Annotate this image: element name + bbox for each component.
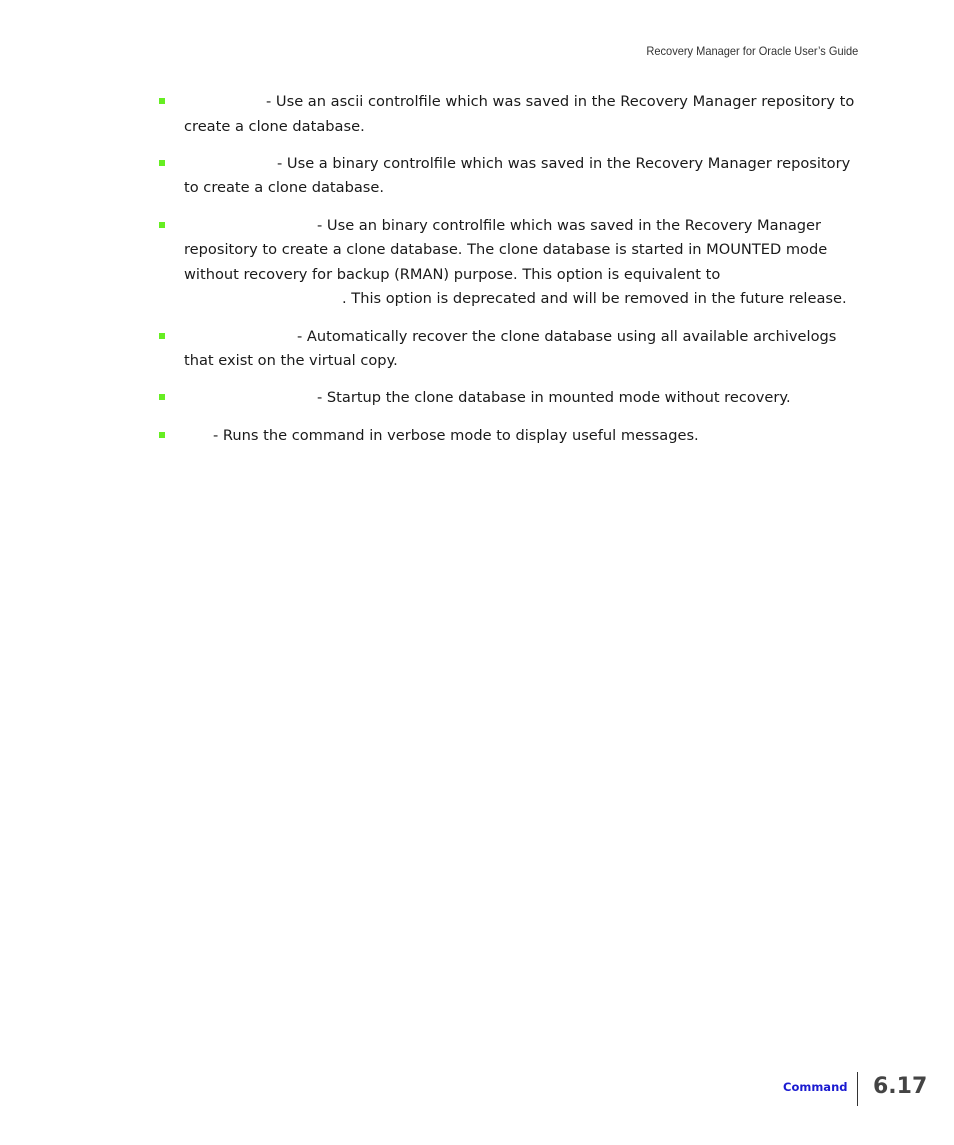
option-text-line: create a clone database. [184,117,365,135]
bullet-square-icon [159,222,165,228]
footer-section-label: Command [783,1080,848,1094]
option-ascii-controlfile [158,90,858,139]
bullet-square-icon [159,98,165,104]
option-list [158,90,858,461]
option-verbose [158,424,858,449]
bullet-square-icon [159,333,165,339]
option-text-line: without recovery for backup (RMAN) purpose. This option is equivalent to [184,265,721,283]
option-binary-controlfile-mounted [158,214,858,312]
option-binary-controlfile [158,152,858,201]
bullet-square-icon [159,160,165,166]
option-text-line: to create a clone database. [184,179,385,197]
option-text-line: - Use an ascii controlfile which was saved in the Recovery Manager repository to [266,93,855,110]
option-mounted-no-recovery [158,386,858,411]
footer-divider [857,1072,858,1106]
bullet-square-icon [159,432,165,438]
option-text-line: - Use an binary controlfile which was saved in the Recovery Manager [317,216,822,234]
running-header: Recovery Manager for Oracle User’s Guide [646,44,858,58]
option-auto-recover [158,325,858,374]
option-text-line: - Use a binary controlfile which was saved in the Recovery Manager repository [277,154,851,172]
option-text-line: - Automatically recover the clone database using all available archivelogs [297,327,837,345]
page-number: 6.17 [873,1074,928,1099]
option-text-line: - Runs the command in verbose mode to display useful messages. [213,426,699,444]
bullet-square-icon [159,394,165,400]
option-text-line: - Startup the clone database in mounted mode without recovery. [317,389,791,407]
option-text-line: that exist on the virtual copy. [184,352,398,370]
option-text-line: repository to create a clone database. The clone database is started in MOUNTED mode [184,241,828,259]
option-text-line: . This option is deprecated and will be removed in the future release. [342,290,847,308]
